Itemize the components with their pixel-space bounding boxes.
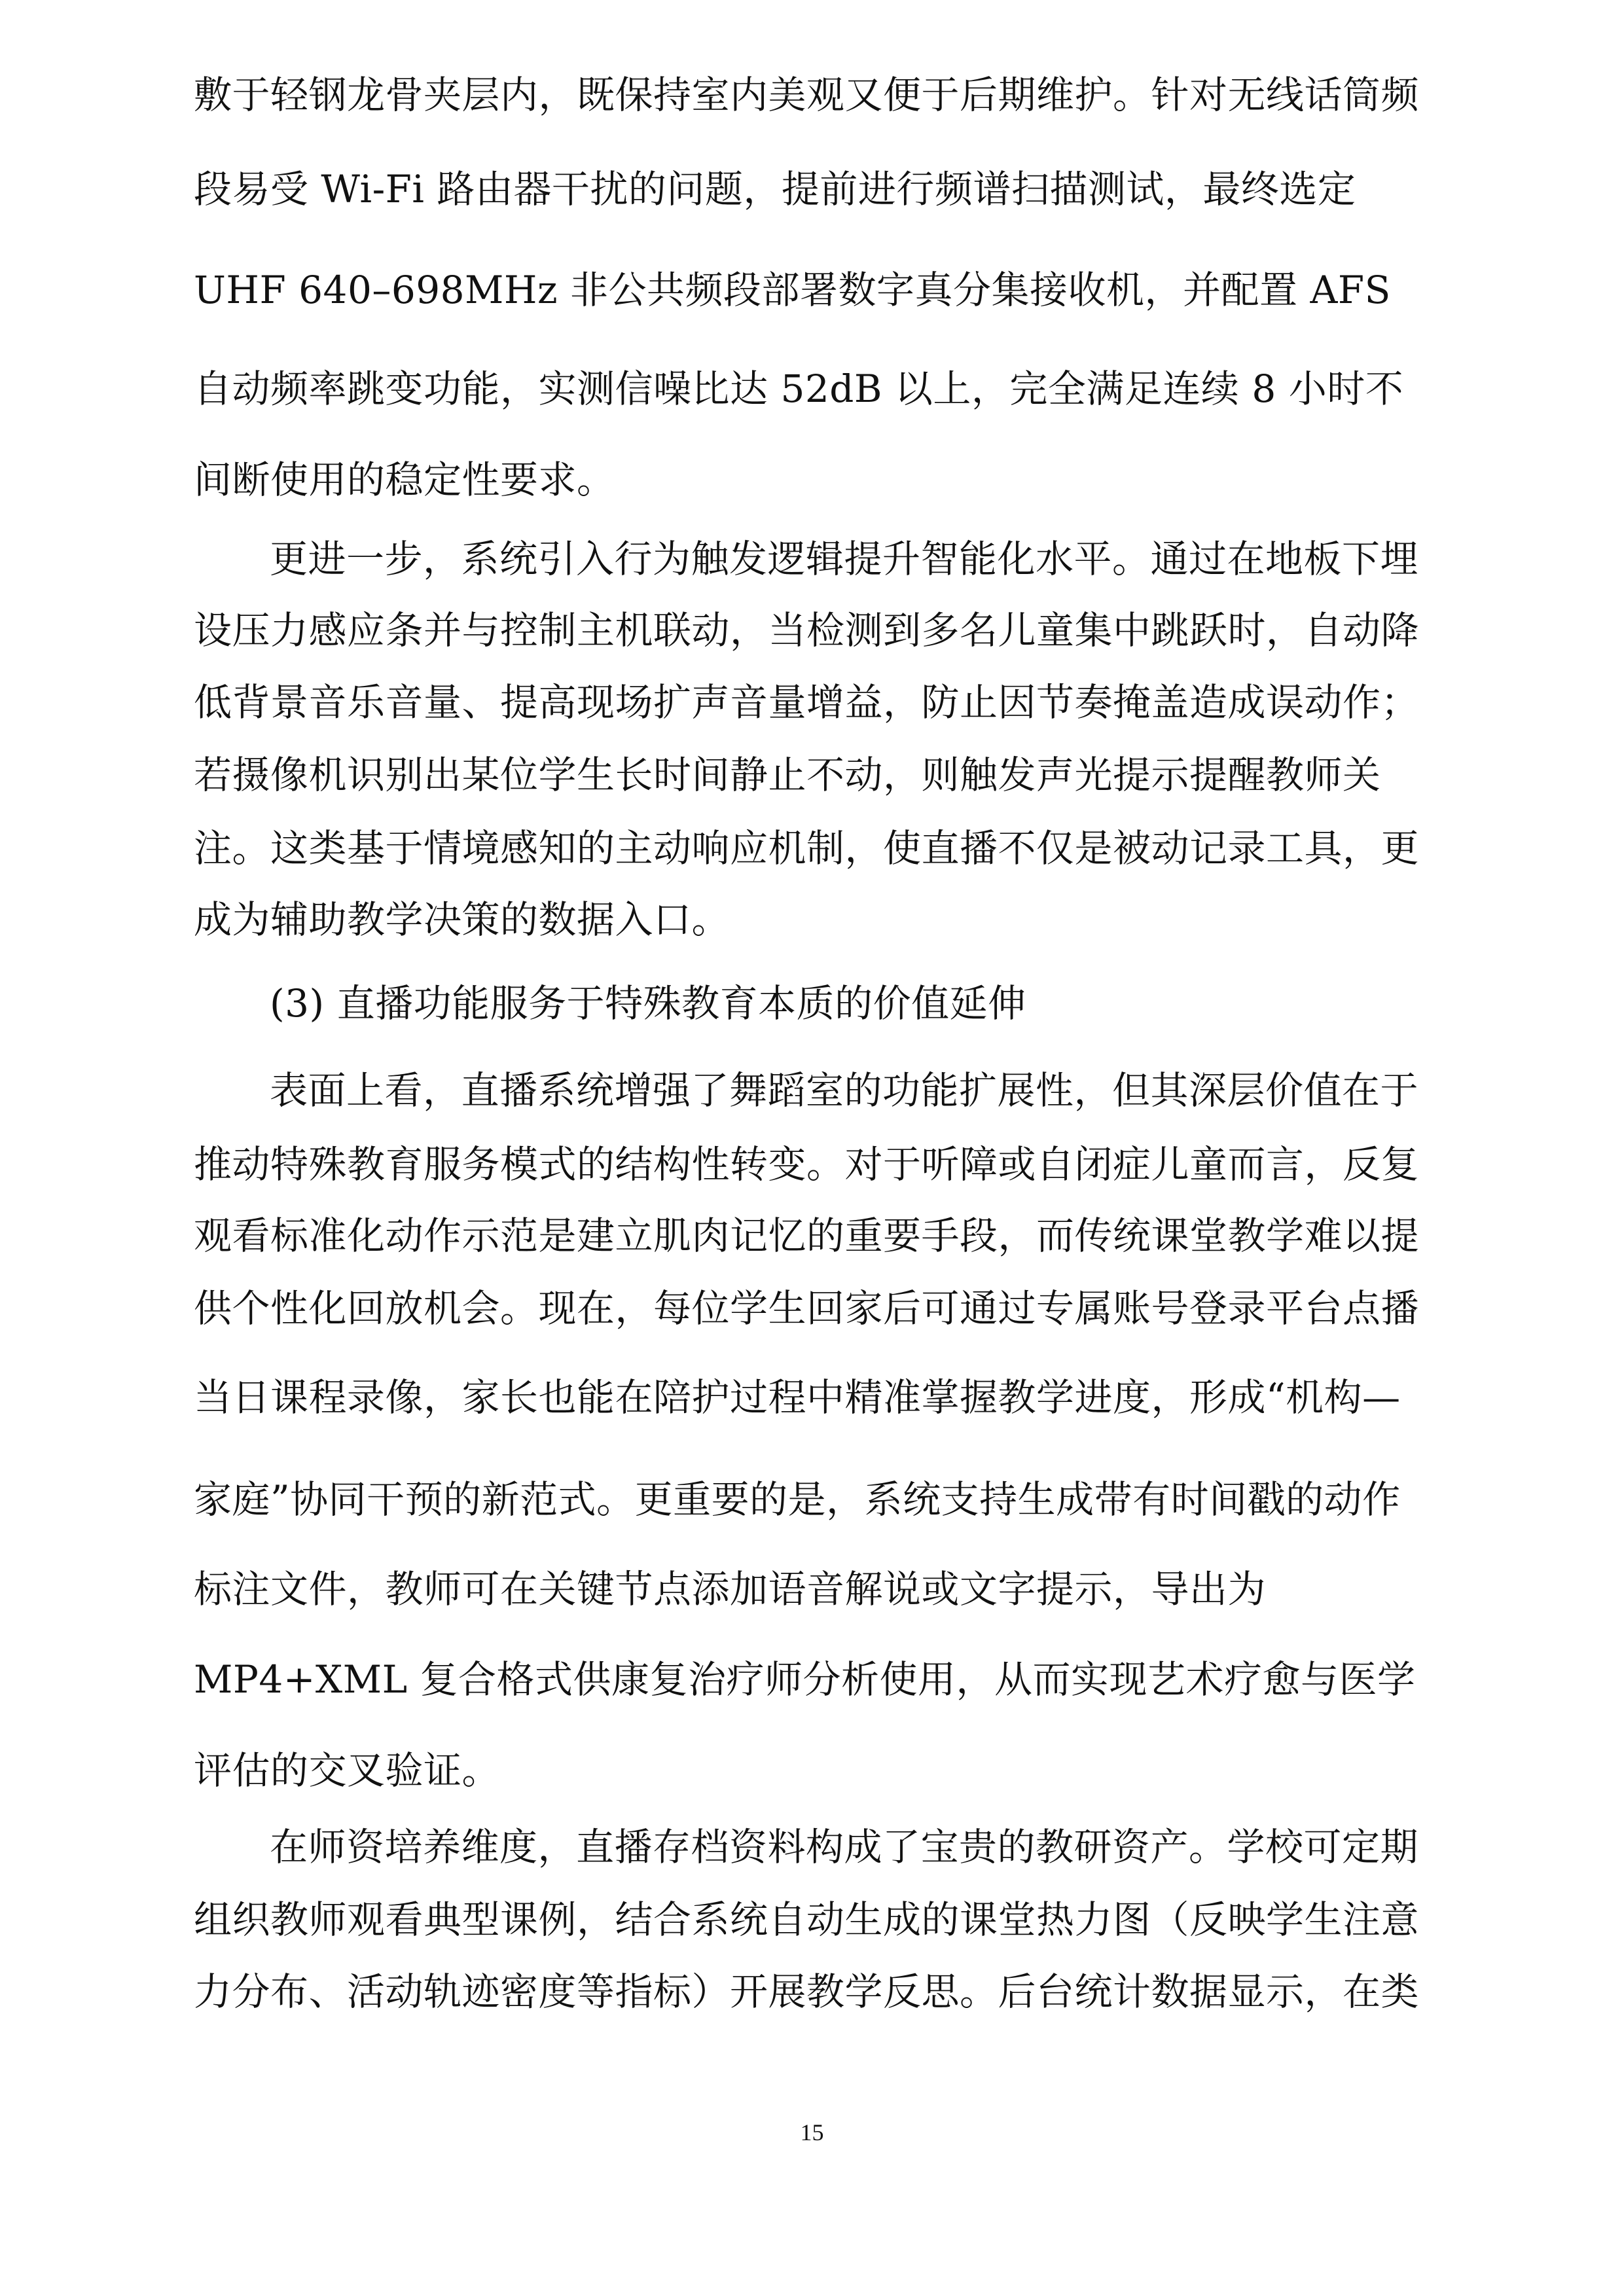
text-line: 家庭”协同干预的新范式。更重要的是，系统支持生成带有时间戳的动作	[194, 1477, 1401, 1522]
text-line: 设压力感应条并与控制主机联动，当检测到多名儿童集中跳跃时，自动降	[194, 608, 1420, 653]
section-heading: (3) 直播功能服务于特殊教育本质的价值延伸	[270, 981, 1026, 1026]
text-line: 敷于轻钢龙骨夹层内，既保持室内美观又便于后期维护。针对无线话筒频	[194, 73, 1420, 117]
text-line: 若摄像机识别出某位学生长时间静止不动，则触发声光提示提醒教师关	[194, 753, 1381, 797]
text-line: MP4+XML 复合格式供康复治疗师分析使用，从而实现艺术疗愈与医学	[194, 1657, 1416, 1702]
paragraph-first-line: 更进一步，系统引入行为触发逻辑提升智能化水平。通过在地板下埋	[270, 537, 1419, 581]
text-line: 供个性化回放机会。现在，每位学生回家后可通过专属账号登录平台点播	[194, 1286, 1420, 1331]
text-line: 推动特殊教育服务模式的结构性转变。对于听障或自闭症儿童而言，反复	[194, 1142, 1420, 1187]
text-line: 当日课程录像，家长也能在陪护过程中精准掌握教学进度，形成“机构—	[194, 1375, 1401, 1420]
text-line: 成为辅助教学决策的数据入口。	[194, 897, 731, 942]
text-line: 低背景音乐音量、提高现场扩声音量增益，防止因节奏掩盖造成误动作；	[194, 680, 1420, 725]
text-line: 间断使用的稳定性要求。	[194, 457, 615, 502]
text-line: 力分布、活动轨迹密度等指标）开展教学反思。后台统计数据显示，在类	[194, 1969, 1420, 2014]
text-line: UHF 640–698MHz 非公共频段部署数字真分集接收机，并配置 AFS	[194, 268, 1391, 312]
text-line: 自动频率跳变功能，实测信噪比达 52dB 以上，完全满足连续 8 小时不	[194, 367, 1404, 411]
text-line: 观看标准化动作示范是建立肌肉记忆的重要手段，而传统课堂教学难以提	[194, 1213, 1420, 1258]
page-number: 15	[800, 2119, 824, 2145]
paragraph-first-line: 表面上看，直播系统增强了舞蹈室的功能扩展性，但其深层价值在于	[270, 1068, 1419, 1113]
text-line: 组织教师观看典型课例，结合系统自动生成的课堂热力图（反映学生注意	[194, 1897, 1420, 1942]
text-line: 注。这类基于情境感知的主动响应机制，使直播不仅是被动记录工具，更	[194, 826, 1420, 870]
text-line: 评估的交叉验证。	[194, 1748, 501, 1793]
paragraph-first-line: 在师资培养维度，直播存档资料构成了宝贵的教研资产。学校可定期	[270, 1825, 1419, 1869]
text-line: 标注文件，教师可在关键节点添加语音解说或文字提示，导出为	[194, 1567, 1267, 1611]
text-line: 段易受 Wi-Fi 路由器干扰的问题，提前进行频谱扫描测试，最终选定	[194, 167, 1356, 211]
